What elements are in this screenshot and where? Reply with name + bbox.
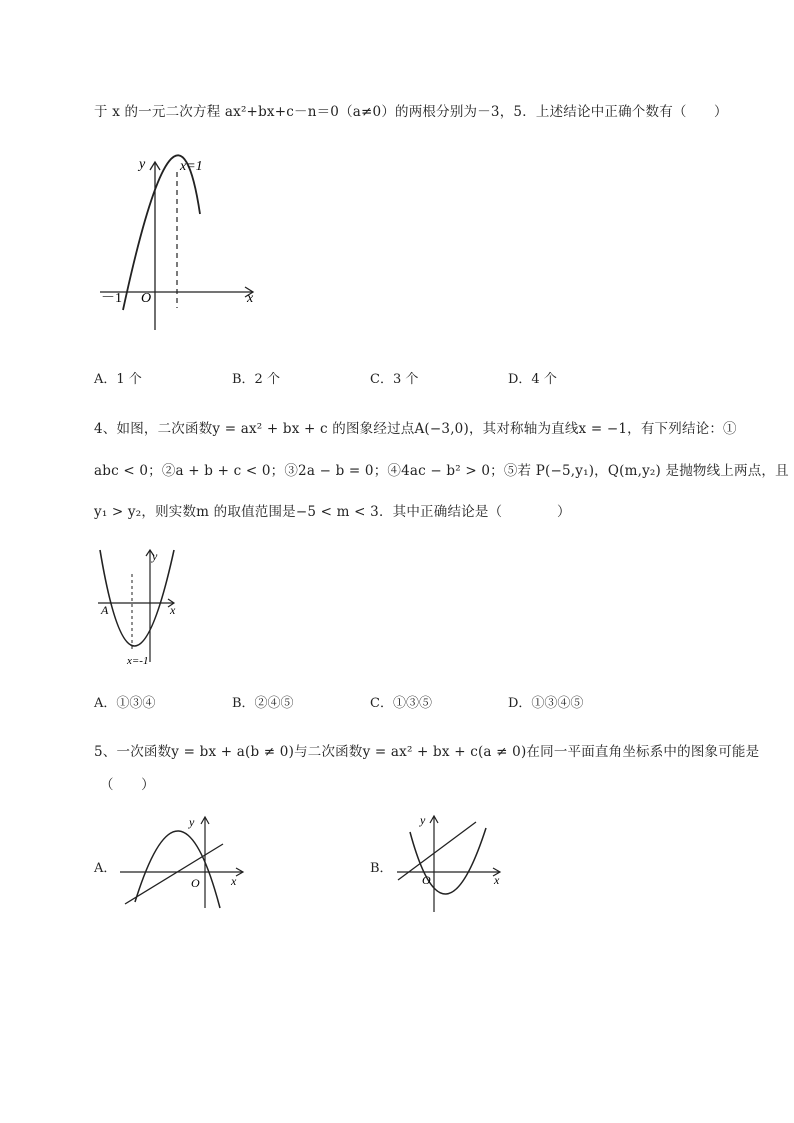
q3-option-b[interactable]: B．2 个 — [232, 372, 280, 387]
q3-parabola-graph — [95, 150, 265, 340]
q3-axis-label: x=1 — [180, 159, 203, 174]
q3-origin-label: O — [141, 291, 152, 306]
q4-option-b[interactable]: B．②④⑤ — [232, 696, 294, 711]
q4-text-line3: y₁ > y₂，则实数m 的取值范围是−5 < m < 3．其中正确结论是（ ） — [94, 504, 571, 520]
q5a-origin-label: O — [191, 876, 200, 890]
q3-parabola-curve — [123, 155, 200, 310]
q3-option-c[interactable]: C．3 个 — [370, 372, 419, 387]
q5b-origin-label: O — [422, 873, 431, 887]
q5a-x-label: x — [231, 874, 237, 888]
q4-option-a[interactable]: A．①③④ — [94, 696, 156, 711]
q5b-x-label: x — [494, 873, 500, 887]
q4-axis-label: x=-1 — [127, 655, 149, 667]
q5a-line — [125, 844, 223, 904]
q5-graph-a[interactable] — [115, 812, 255, 912]
q4-text-line2: abc < 0；②a + b + c < 0；③2a − b = 0；④4ac − b² > 0；⑤若 P(−5,y₁)，Q(m,y₂) 是抛物线上两点，且 — [94, 463, 789, 479]
q4-x-label: x — [170, 603, 176, 617]
q4-y-label: y — [152, 549, 158, 563]
q5a-parabola-curve — [135, 831, 220, 908]
q3-y-label: y — [139, 157, 146, 172]
q3-text-line1: 于 x 的一元二次方程 ax²+bx+c－n＝0（a≠0）的两根分别为－3，5．上述结论中正确个数有（ ） — [94, 104, 728, 120]
q5-option-a[interactable]: A． — [94, 861, 117, 876]
q5-option-b[interactable]: B． — [370, 861, 393, 876]
q5b-line — [398, 822, 476, 880]
q5-graph-b[interactable] — [392, 808, 512, 918]
q4-point-a-label: A — [101, 603, 109, 617]
q3-option-d[interactable]: D．4 个 — [508, 372, 557, 387]
q5a-y-label: y — [189, 815, 195, 829]
q5-text-line2: （ ） — [100, 777, 155, 793]
q3-root-label: －1 — [101, 291, 122, 306]
q5-text-line1: 5、一次函数y = bx + a(b ≠ 0)与二次函数y = ax² + bx + c(a ≠ 0)在同一平面直角坐标系中的图象可能是 — [94, 744, 760, 760]
q4-parabola-curve — [100, 550, 174, 646]
q5b-y-label: y — [420, 813, 426, 827]
q3-x-label: x — [247, 291, 254, 306]
q4-parabola-graph — [92, 544, 192, 674]
q4-option-d[interactable]: D．①③④⑤ — [508, 696, 584, 711]
q4-text-line1: 4、如图，二次函数y = ax² + bx + c 的图象经过点A(−3,0)，其对称轴为直线x = −1，有下列结论：① — [94, 421, 737, 437]
q4-option-c[interactable]: C．①③⑤ — [370, 696, 432, 711]
q3-option-a[interactable]: A．1 个 — [94, 372, 142, 387]
